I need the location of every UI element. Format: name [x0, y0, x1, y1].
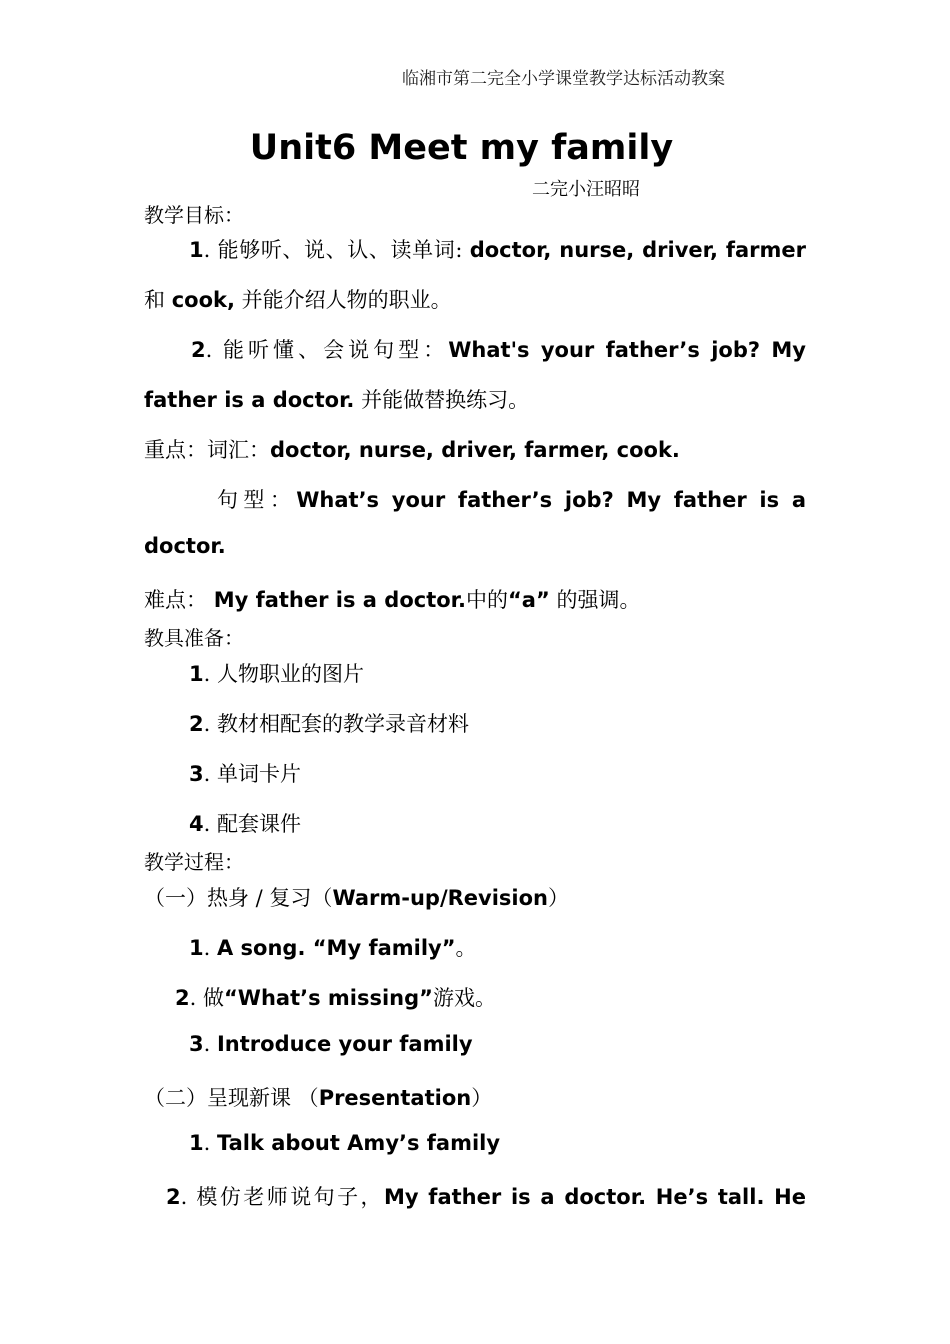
item-sep: . — [189, 986, 203, 1010]
difficulty-text-end: 的强调。 — [549, 588, 641, 612]
section-1-item — [175, 982, 496, 1012]
section-1-title: Warm-up/Revision — [332, 886, 549, 910]
item-sep: . — [203, 936, 217, 960]
section-1-label: （一）热身 / 复习（ — [144, 886, 333, 910]
item-number: 1 — [189, 936, 204, 960]
section-1-close: ） — [548, 886, 570, 910]
objective-2-sentence: What's your father’s job? My — [448, 338, 806, 362]
material-text: . 教材相配套的教学录音材料 — [203, 712, 469, 736]
item-text: Talk about Amy’s family — [216, 1131, 501, 1155]
item-number: 2 — [175, 986, 190, 1010]
section-2-heading — [144, 1082, 492, 1112]
item-punct: 。 — [455, 936, 477, 960]
objective-2-text-cn: . 能听懂、会说句型： — [205, 338, 449, 362]
item-text: Introduce your family — [216, 1032, 473, 1056]
objective-2-text-end: 并能做替换练习。 — [354, 388, 530, 412]
key-points-sentence — [217, 484, 806, 514]
item-sep: . — [203, 1032, 217, 1056]
material-number: 3 — [189, 762, 204, 786]
materials-heading: 教具准备： — [144, 626, 244, 650]
lesson-title: Unit6 Meet my family — [249, 128, 674, 168]
difficulty-text: 中的 — [466, 588, 508, 612]
difficulty-line — [144, 584, 640, 614]
section-2-item — [166, 1181, 806, 1211]
difficulty-label: 难点： — [144, 588, 214, 612]
item-number: 2 — [166, 1185, 181, 1209]
material-item — [189, 808, 301, 838]
objective-1-vocab: doctor, nurse, driver, farmer — [469, 238, 806, 262]
objective-1-cook: cook, — [171, 288, 235, 312]
item-sep: . — [203, 1131, 217, 1155]
objective-1-text-cn: . 能够听、说、认、读单词: — [203, 238, 470, 262]
objective-1-and: 和 — [144, 288, 172, 312]
objectives-heading: 教学目标： — [144, 203, 244, 227]
material-text: . 单词卡片 — [203, 762, 301, 786]
item-number: 1 — [189, 1131, 204, 1155]
material-number: 4 — [189, 812, 204, 836]
material-number: 2 — [189, 712, 204, 736]
item-text: My father is a doctor. He’s tall. He — [383, 1185, 807, 1209]
section-2-item — [189, 1131, 500, 1155]
page-header: 临湘市第二完全小学课堂教学达标活动教案 — [402, 69, 725, 89]
section-2-close: ） — [471, 1086, 493, 1110]
material-item — [189, 758, 301, 788]
sentence-label: 句型： — [217, 488, 297, 512]
difficulty-sentence: My father is a doctor. — [213, 588, 466, 612]
objective-2-sentence-cont: father is a doctor. — [144, 388, 355, 412]
item-text: “What’s missing” — [223, 986, 433, 1010]
objective-1-number: 1 — [189, 238, 204, 262]
difficulty-emphasis: “a” — [508, 588, 550, 612]
objective-2-number: 2 — [191, 338, 206, 362]
objective-1-line2 — [144, 284, 452, 314]
item-text-cn-end: 游戏。 — [432, 986, 496, 1010]
section-2-label: （二）呈现新课 （ — [144, 1086, 319, 1110]
section-1-heading — [144, 882, 569, 912]
author-name: 二完小汪昭昭 — [532, 179, 640, 200]
sentence-pattern-cont: doctor. — [144, 534, 226, 558]
material-text: . 配套课件 — [203, 812, 301, 836]
objective-2-line1 — [191, 334, 806, 364]
item-text-cn: 模仿老师说句子， — [196, 1185, 384, 1209]
item-text: A song. “My family” — [216, 936, 456, 960]
item-number: 3 — [189, 1032, 204, 1056]
section-2-title: Presentation — [318, 1086, 472, 1110]
process-heading: 教学过程： — [144, 850, 244, 874]
material-item — [189, 708, 469, 738]
item-sep: . — [180, 1185, 197, 1209]
objective-1-text-end: 并能介绍人物的职业。 — [234, 288, 452, 312]
key-points-vocab-list: doctor, nurse, driver, farmer, cook. — [270, 438, 680, 462]
material-text: . 人物职业的图片 — [203, 662, 364, 686]
section-1-item — [189, 932, 477, 962]
key-points-label: 重点：词汇： — [144, 438, 270, 462]
material-item — [189, 658, 364, 688]
section-1-item — [189, 1032, 473, 1056]
key-points-vocab — [144, 434, 680, 464]
objective-1-line1 — [189, 234, 806, 264]
material-number: 1 — [189, 662, 204, 686]
sentence-pattern: What’s your father’s job? My father is a — [296, 488, 807, 512]
objective-2-line2 — [144, 384, 529, 414]
item-text-cn: 做 — [202, 986, 224, 1010]
